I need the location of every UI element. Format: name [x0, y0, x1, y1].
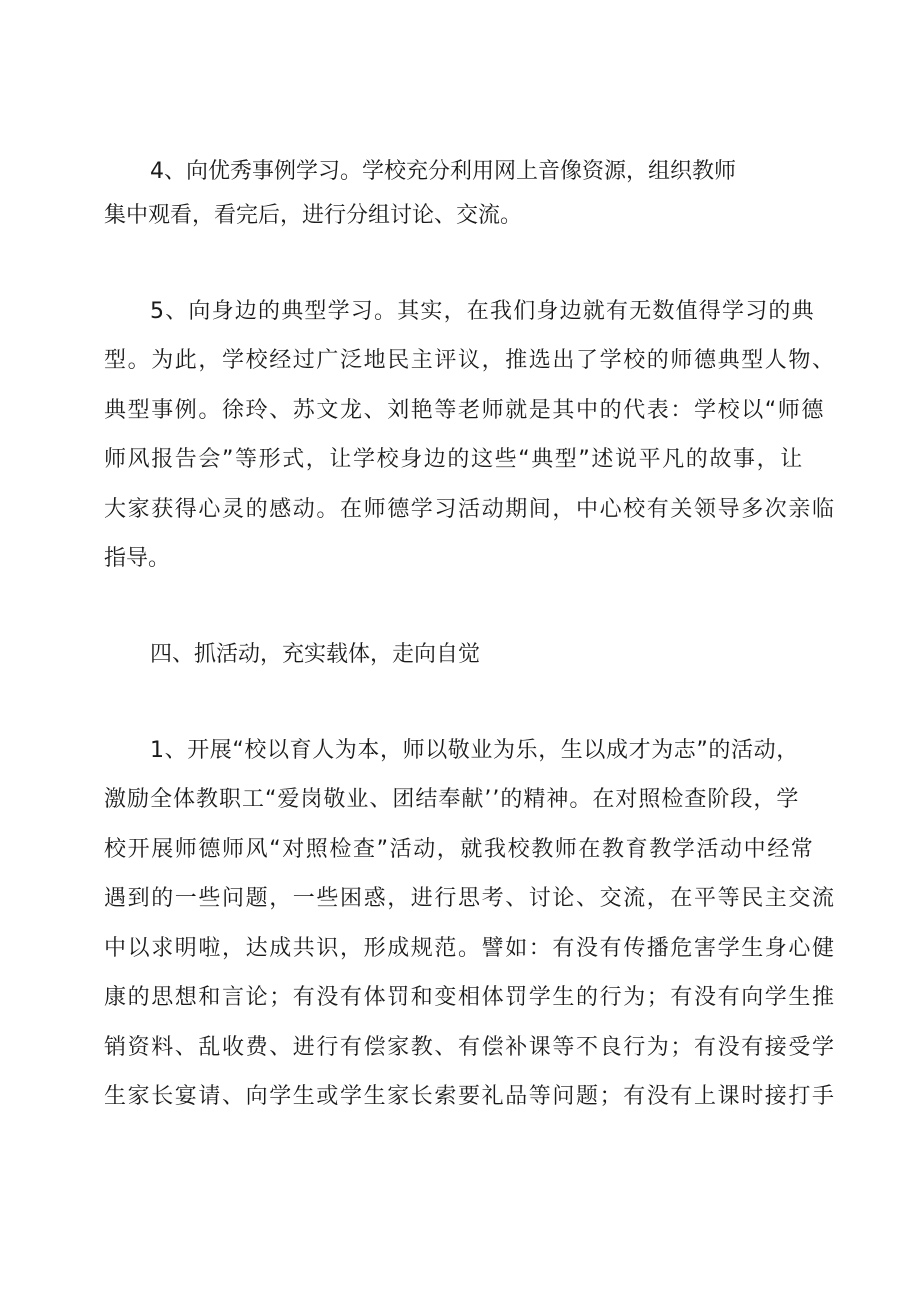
paragraph-1-line-8: 生家长宴请、向学生或学生家长索要礼品等问题；有没有上课时接打手 — [104, 1084, 836, 1109]
paragraph-4-line-2: 集中观看，看完后，进行分组讨论、交流。 — [104, 203, 523, 228]
section-heading: 四、抓活动，充实载体，走向自觉 — [150, 642, 481, 667]
paragraph-5-line-3: 典型事例。徐玲、苏文龙、刘艳等老师就是其中的代表：学校以“师德 — [104, 398, 825, 423]
paragraph-1-line-7: 销资料、乱收费、进行有偿家教、有偿补课等不良行为；有没有接受学 — [104, 1035, 836, 1060]
paragraph-5-line-6: 指导。 — [104, 546, 171, 571]
paragraph-5-line-5: 大家获得心灵的感动。在师德学习活动期间，中心校有关领导多次亲临 — [104, 497, 836, 522]
paragraph-1-line-3: 校开展师德师风“对照检查”活动，就我校教师在教育教学活动中经常 — [104, 837, 815, 862]
paragraph-5-line-4: 师风报告会”等形式，让学校身边的这些“典型”述说平凡的故事，让 — [104, 447, 804, 472]
paragraph-5-line-1: 5、向身边的典型学习。其实，在我们身边就有无数值得学习的典 — [150, 299, 815, 324]
paragraph-1-line-1: 1、开展“校以育人为本，师以敬业为乐，生以成才为志”的活动， — [150, 738, 799, 763]
paragraph-1-line-2: 激励全体教职工“爱岗敬业、团结奉献’’的精神。在对照检查阶段，学 — [104, 787, 800, 812]
paragraph-1-line-5: 中以求明啦，达成共识，形成规范。譬如：有没有传播危害学生身心健 — [104, 936, 836, 961]
paragraph-1-line-6: 康的思想和言论；有没有体罚和变相体罚学生的行为；有没有向学生推 — [104, 985, 836, 1010]
paragraph-1-line-4: 遇到的一些问题，一些困惑，进行思考、讨论、交流，在平等民主交流 — [104, 886, 836, 911]
paragraph-5-line-2: 型。为此，学校经过广泛地民主评议，推选出了学校的师德典型人物、 — [104, 348, 836, 373]
paragraph-4-line-1: 4、向优秀事例学习。学校充分利用网上音像资源，组织教师 — [150, 159, 736, 184]
